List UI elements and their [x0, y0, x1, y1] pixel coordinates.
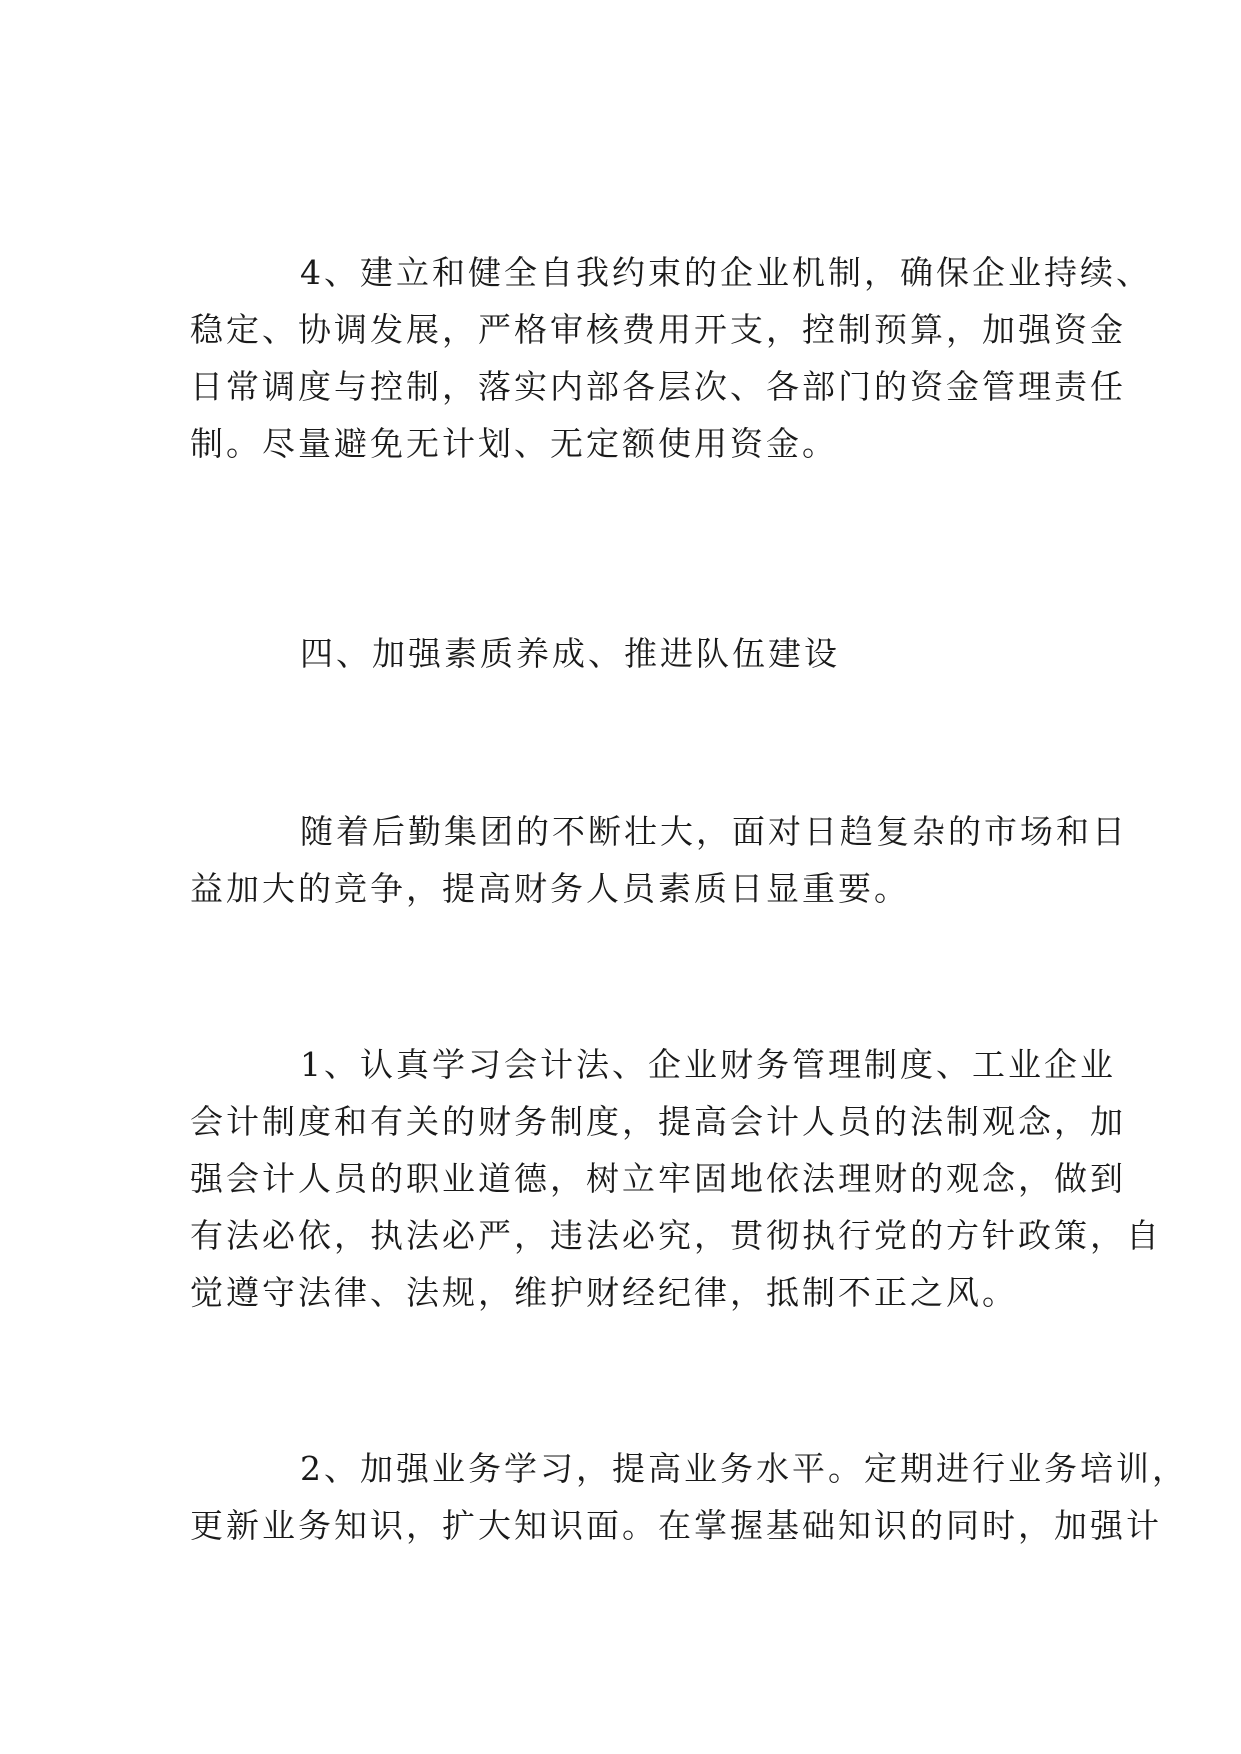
- paragraph-self-restraint-mechanism: [190, 244, 1152, 472]
- text-line: 随着后勤集团的不断壮大，面对日趋复杂的市场和日: [300, 812, 1128, 851]
- section-heading: [190, 625, 1050, 682]
- text-line: 四、加强素质养成、推进队伍建设: [300, 634, 840, 673]
- text-line: 2、加强业务学习，提高业务水平。定期进行业务培训，: [300, 1449, 1188, 1488]
- text-line: 更新业务知识，扩大知识面。在掌握基础知识的同时，加强计: [190, 1506, 1162, 1545]
- text-line: 强会计人员的职业道德，树立牢固地依法理财的观念，做到: [190, 1159, 1126, 1198]
- paragraph-staff-quality-intro: [190, 803, 1128, 917]
- text-line: 益加大的竞争，提高财务人员素质日显重要。: [190, 869, 910, 908]
- paragraph-accounting-law-study: [190, 1036, 1162, 1321]
- text-line: 1、认真学习会计法、企业财务管理制度、工业企业: [300, 1045, 1116, 1084]
- text-line: 稳定、协调发展，严格审核费用开支，控制预算，加强资金: [190, 310, 1126, 349]
- paragraph-business-training: [190, 1440, 1188, 1554]
- text-line: 觉遵守法律、法规，维护财经纪律，抵制不正之风。: [190, 1273, 1018, 1312]
- text-line: 会计制度和有关的财务制度，提高会计人员的法制观念，加: [190, 1102, 1126, 1141]
- text-line: 4、建立和健全自我约束的企业机制，确保企业持续、: [300, 253, 1152, 292]
- text-line: 有法必依，执法必严，违法必究，贯彻执行党的方针政策，自: [190, 1216, 1162, 1255]
- text-line: 制。尽量避免无计划、无定额使用资金。: [190, 424, 838, 463]
- text-line: 日常调度与控制，落实内部各层次、各部门的资金管理责任: [190, 367, 1126, 406]
